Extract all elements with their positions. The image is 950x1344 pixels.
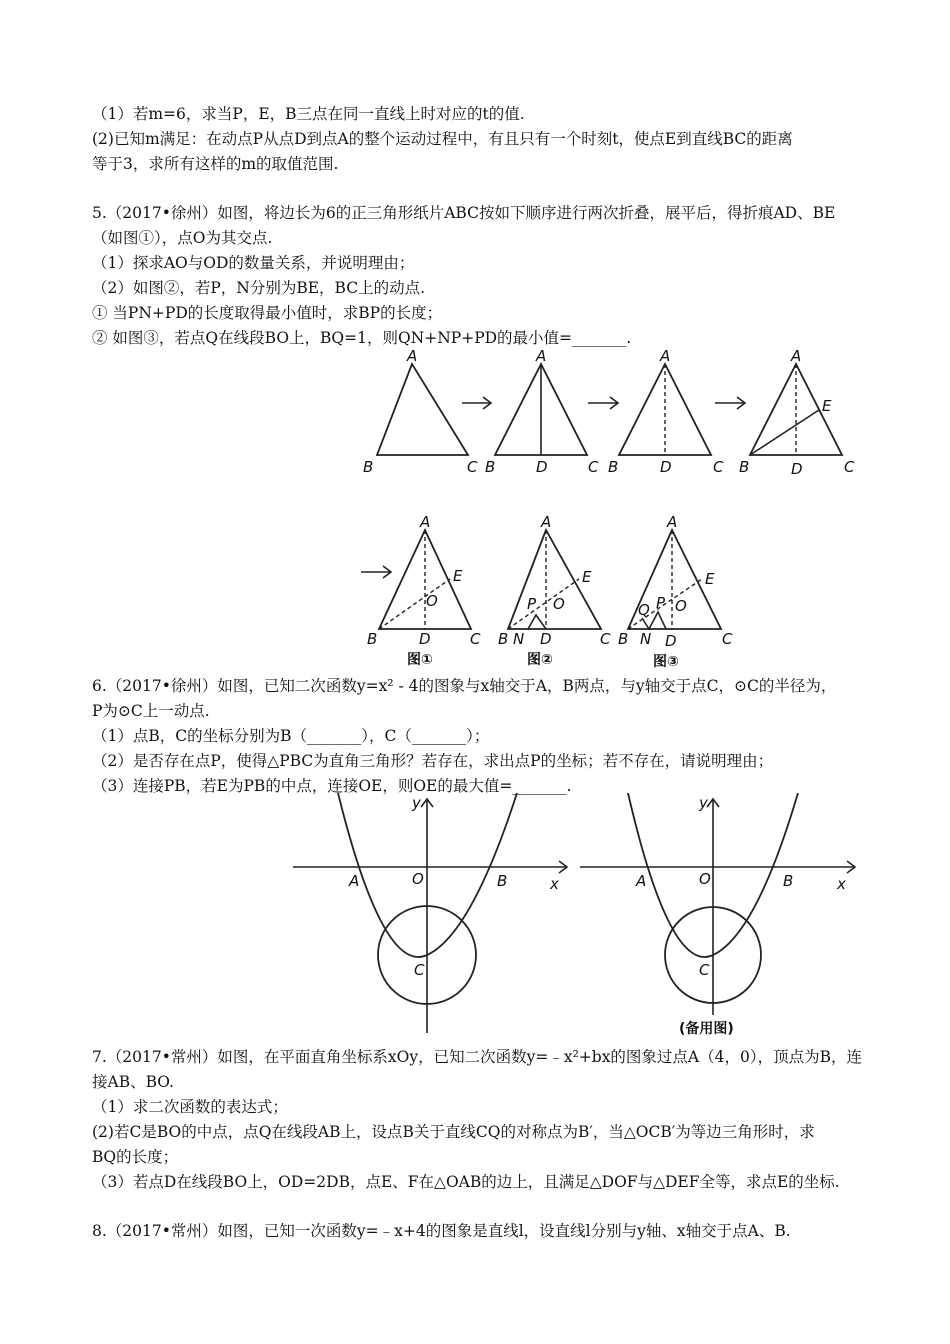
- fold1-label-b: B: [363, 458, 374, 476]
- p6-right-label-o: O: [699, 870, 711, 888]
- p7-part1: （1）求二次函数的表达式；: [92, 1098, 288, 1116]
- p5-figures-123: [355, 512, 755, 672]
- p5-part1: （1）探求AO与OD的数量关系，并说明理由；: [92, 254, 415, 272]
- fold1-label-c: C: [467, 458, 478, 476]
- fig1-label-o: O: [426, 592, 438, 610]
- fig3-label-p: P: [656, 594, 666, 612]
- p6-part2: （2）是否存在点P，使得△PBC为直角三角形？若存在，求出点P的坐标；若不存在，请说明理由；: [92, 752, 774, 770]
- fold4-label-b: B: [739, 458, 750, 476]
- fold4-crease-be: [750, 410, 819, 455]
- p6-stem-line1: 6.（2017•徐州）如图，已知二次函数y=x² - 4的图象与x轴交于A，B两点，与y轴交于点C，⊙C的半径为，: [92, 677, 837, 695]
- p7-stem-line2: 接AB、BO.: [92, 1073, 174, 1091]
- p4-part2-line1: (2)已知m满足：在动点P从点D到点A的整个运动过程中，有且只有一个时刻t，使点E到直线BC的距离: [92, 130, 793, 148]
- p5-sub2: ② 如图③，若点Q在线段BO上，BQ=1，则QN+NP+PD的最小值=_______.: [92, 329, 632, 347]
- p5-sub1: ① 当PN+PD的长度取得最小值时，求BP的长度；: [92, 304, 443, 322]
- p6-right-label-y: y: [699, 794, 708, 812]
- fold2-label-a: A: [536, 348, 547, 365]
- fold3-label-b: B: [608, 458, 619, 476]
- fold-triangle-1: [377, 364, 468, 455]
- fig3-label-a: A: [667, 513, 678, 531]
- fig1-caption: 图①: [407, 652, 433, 668]
- fig1-label-b: B: [367, 630, 378, 648]
- fig3-label-e: E: [705, 570, 715, 588]
- fig3-label-b: B: [618, 630, 629, 648]
- p7-part3: （3）若点D在线段BO上，OD=2DB，点E、F在△OAB的边上，且满足△DOF与△DEF全等，求点E的坐标.: [92, 1173, 840, 1191]
- fig2-dashed-be: [508, 579, 579, 629]
- fig2-path-npd: [528, 615, 546, 629]
- p6-backup-caption: (备用图): [679, 1021, 734, 1037]
- fig2-label-e: E: [582, 568, 592, 586]
- p6-left-label-y: y: [412, 794, 421, 812]
- fig2-label-d: D: [540, 630, 552, 648]
- p7-part2-line2: BQ的长度；: [92, 1148, 179, 1166]
- p7-stem-line1: 7.（2017•常州）如图，在平面直角坐标系xOy，已知二次函数y=﹣x²+bx的图象过点A（4，0），顶点为B，连: [92, 1048, 862, 1066]
- p6-stem-line2: P为⊙C上一动点.: [92, 702, 210, 720]
- fig2-caption: 图②: [527, 652, 553, 668]
- p6-left-label-c: C: [414, 961, 425, 979]
- p6-left-label-b: B: [497, 872, 508, 890]
- p5-folding-sequence-figure: [355, 348, 865, 488]
- p6-parabola-figures: [285, 793, 865, 1038]
- fig1-label-c: C: [470, 630, 481, 648]
- fig3-label-q: Q: [638, 601, 650, 619]
- p5-part2: （2）如图②，若P，N分别为BE，BC上的动点.: [92, 279, 426, 297]
- fold4-label-a: A: [791, 348, 802, 365]
- fig3-label-o: O: [675, 597, 687, 615]
- p6-right-label-a: A: [636, 872, 647, 890]
- fig1-label-d: D: [419, 630, 431, 648]
- fig1-label-e: E: [453, 567, 463, 585]
- p4-part1: （1）若m=6，求当P，E，B三点在同一直线上时对应的t的值.: [92, 105, 525, 123]
- p6-left-label-x: x: [550, 875, 559, 893]
- fold2-label-b: B: [485, 458, 496, 476]
- fold4-label-c: C: [844, 458, 855, 476]
- fig2-label-c: C: [600, 630, 611, 648]
- p5-stem-line1: 5.（2017•徐州）如图，将边长为6的正三角形纸片ABC按如下顺序进行两次折叠，展平后，得折痕AD、BE: [92, 204, 836, 222]
- fig2-label-n: N: [513, 630, 525, 648]
- p6-left-label-a: A: [349, 872, 360, 890]
- fold3-label-d: D: [660, 458, 672, 476]
- p8-stem-line1: 8.（2017•常州）如图，已知一次函数y=﹣x+4的图象是直线l，设直线l分别与y轴、x轴交于点A、B.: [92, 1222, 791, 1240]
- fig2-label-b: B: [498, 630, 509, 648]
- fold2-label-d: D: [536, 458, 548, 476]
- fold2-label-c: C: [588, 458, 599, 476]
- p5-stem-line2: （如图①），点O为其交点.: [92, 229, 273, 247]
- fig3-label-c: C: [722, 630, 733, 648]
- fig2-label-o: O: [553, 595, 565, 613]
- fig1-label-a: A: [420, 513, 431, 531]
- fig2-label-a: A: [541, 513, 552, 531]
- p4-part2-line2: 等于3，求所有这样的m的取值范围.: [92, 155, 339, 173]
- p6-left-label-o: O: [412, 870, 424, 888]
- fold3-label-c: C: [713, 458, 724, 476]
- fold3-label-a: A: [660, 348, 671, 365]
- p6-part3: （3）连接PB，若E为PB的中点，连接OE，则OE的最大值=_______.: [92, 777, 572, 795]
- fig3-label-d: D: [665, 632, 677, 650]
- p6-right-label-b: B: [783, 872, 794, 890]
- fold4-label-e: E: [822, 397, 832, 415]
- fold4-label-d: D: [791, 460, 803, 478]
- fig2-label-p: P: [527, 595, 537, 613]
- p6-right-label-c: C: [699, 961, 710, 979]
- fig3-label-n: N: [640, 630, 652, 648]
- fold1-label-a: A: [407, 348, 418, 365]
- p7-part2-line1: (2)若C是BO的中点，点Q在线段AB上，设点B关于直线CQ的对称点为B′，当△OCB′为等边三角形时，求: [92, 1123, 815, 1141]
- fig3-caption: 图③: [653, 654, 679, 670]
- p6-right-label-x: x: [837, 875, 846, 893]
- p6-part1: （1）点B，C的坐标分别为B（_______），C（_______）；: [92, 727, 490, 745]
